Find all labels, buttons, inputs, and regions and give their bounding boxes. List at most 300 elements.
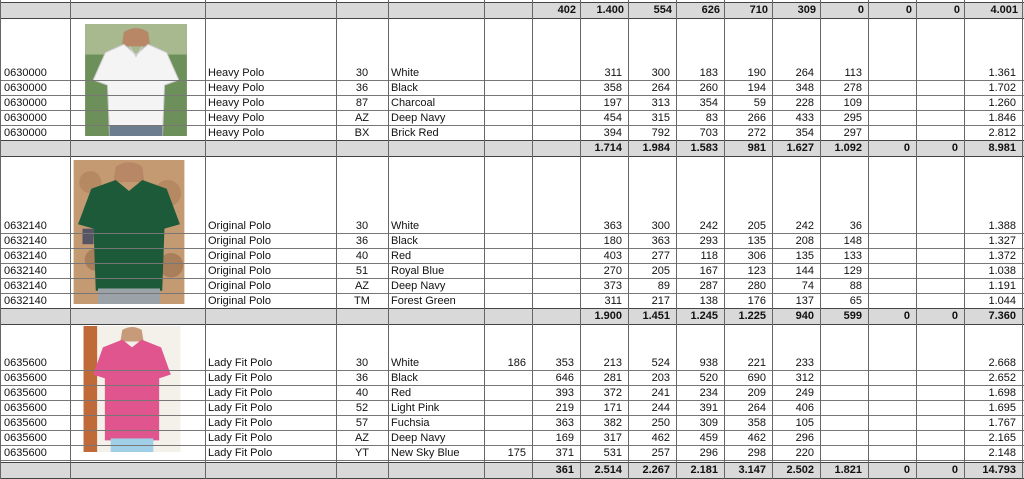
quantity-cell: [484, 234, 526, 248]
quantity-cell: 298: [747, 447, 766, 459]
quantity-cell: [820, 446, 862, 460]
quantity-cell: [484, 371, 526, 385]
quantity-cell: 792: [651, 127, 670, 139]
quantity-cell: 167: [699, 265, 718, 277]
quantity-cell: 148: [843, 235, 862, 247]
quantity-cell: 203: [651, 372, 670, 384]
quantity-cell: [868, 81, 910, 95]
quantity-cell: [484, 96, 526, 110]
quantity-cell: [532, 219, 574, 233]
quantity-cell: 233: [795, 357, 814, 369]
group-total-cell: 1.714: [594, 142, 622, 154]
quantity-cell: 1.191: [988, 280, 1016, 292]
quantity-cell: 169: [555, 432, 574, 444]
group-total-cell: 1.583: [690, 142, 718, 154]
quantity-cell: 135: [747, 235, 766, 247]
quantity-cell: [916, 234, 958, 248]
quantity-cell: 219: [555, 402, 574, 414]
quantity-cell: [484, 386, 526, 400]
quantity-cell: 59: [753, 97, 766, 109]
quantity-cell: 135: [795, 250, 814, 262]
quantity-cell: 462: [651, 432, 670, 444]
group-total-cell: 2.267: [642, 464, 670, 476]
quantity-cell: 171: [603, 402, 622, 414]
top-total-cell: 554: [653, 4, 672, 16]
quantity-cell: [820, 356, 862, 370]
product-name: Lady Fit Polo: [208, 432, 273, 444]
quantity-cell: [868, 219, 910, 233]
quantity-cell: 311: [604, 67, 622, 79]
group-total-cell: 981: [747, 142, 766, 154]
top-total-cell: 309: [797, 4, 816, 16]
quantity-cell: 1.038: [988, 265, 1016, 277]
quantity-cell: [868, 96, 910, 110]
quantity-cell: [868, 66, 910, 80]
quantity-cell: 257: [651, 447, 670, 459]
quantity-cell: 1.698: [988, 387, 1016, 399]
quantity-cell: 1.846: [988, 112, 1016, 124]
top-total-cell: 0: [953, 4, 960, 16]
group-total-cell: [532, 309, 574, 323]
product-name: Original Polo: [208, 295, 271, 307]
quantity-cell: [484, 126, 526, 140]
product-name: Original Polo: [208, 220, 271, 232]
quantity-cell: [868, 234, 910, 248]
quantity-cell: 228: [795, 97, 814, 109]
quantity-cell: [916, 81, 958, 95]
quantity-cell: 287: [699, 280, 718, 292]
quantity-cell: 348: [795, 82, 814, 94]
product-name: Original Polo: [208, 280, 271, 292]
product-name: Heavy Polo: [208, 82, 265, 94]
quantity-cell: 353: [555, 357, 574, 369]
top-total-cell: 626: [701, 4, 720, 16]
quantity-cell: 176: [747, 295, 766, 307]
quantity-cell: 382: [603, 417, 622, 429]
size-code: 51: [355, 265, 369, 277]
quantity-cell: [532, 111, 574, 125]
quantity-cell: 358: [747, 417, 766, 429]
grid-line: [0, 460, 1024, 461]
group-total-cell: 1.900: [594, 310, 622, 322]
size-code: TM: [354, 295, 370, 307]
quantity-cell: 260: [699, 82, 718, 94]
color-name: New Sky Blue: [391, 447, 460, 459]
group-total-cell: 1.984: [642, 142, 670, 154]
quantity-cell: 363: [603, 220, 622, 232]
quantity-cell: 690: [747, 372, 766, 384]
group-total-cell: 0: [951, 464, 958, 476]
pink-polo-photo: [82, 326, 182, 452]
quantity-cell: [484, 431, 526, 445]
quantity-cell: 109: [843, 97, 862, 109]
quantity-cell: 300: [651, 220, 670, 232]
size-code: 52: [355, 402, 369, 414]
size-code: YT: [354, 447, 370, 459]
grid-line: [336, 0, 337, 479]
quantity-cell: [916, 294, 958, 308]
size-code: AZ: [354, 112, 370, 124]
quantity-cell: 242: [699, 220, 718, 232]
quantity-cell: 309: [699, 417, 718, 429]
quantity-cell: [868, 294, 910, 308]
quantity-cell: 296: [795, 432, 814, 444]
article-code: 0630000: [4, 97, 47, 109]
grid-line: [772, 0, 773, 479]
color-name: Black: [391, 235, 418, 247]
quantity-cell: 123: [747, 265, 766, 277]
quantity-cell: 249: [795, 387, 814, 399]
quantity-cell: 137: [795, 295, 814, 307]
color-name: Deep Navy: [391, 112, 446, 124]
quantity-cell: 244: [651, 402, 670, 414]
quantity-cell: 313: [651, 97, 670, 109]
product-name: Heavy Polo: [208, 127, 265, 139]
quantity-cell: [484, 111, 526, 125]
quantity-cell: 1.260: [988, 97, 1016, 109]
quantity-cell: 1.361: [988, 67, 1016, 79]
top-total-cell: 0: [905, 4, 912, 16]
quantity-cell: 1.372: [988, 250, 1016, 262]
grid-line: [628, 0, 629, 479]
color-name: Forest Green: [391, 295, 456, 307]
quantity-cell: [916, 356, 958, 370]
quantity-cell: [916, 66, 958, 80]
quantity-cell: [868, 356, 910, 370]
quantity-cell: 646: [555, 372, 574, 384]
quantity-cell: 36: [849, 220, 862, 232]
quantity-cell: [484, 294, 526, 308]
group-total-cell: 0: [903, 310, 910, 322]
quantity-cell: [916, 446, 958, 460]
size-code: AZ: [354, 280, 370, 292]
quantity-cell: [916, 371, 958, 385]
quantity-cell: [916, 126, 958, 140]
quantity-cell: 2.652: [988, 372, 1016, 384]
quantity-cell: 234: [699, 387, 718, 399]
grid-line: [724, 0, 725, 479]
grid-line: [0, 2, 1024, 3]
quantity-cell: 296: [699, 447, 718, 459]
quantity-cell: 213: [603, 357, 622, 369]
quantity-cell: 186: [507, 357, 526, 369]
quantity-cell: 2.812: [988, 127, 1016, 139]
quantity-cell: [868, 249, 910, 263]
quantity-cell: 272: [747, 127, 766, 139]
color-name: Red: [391, 387, 412, 399]
quantity-cell: 1.044: [988, 295, 1016, 307]
grid-line: [868, 0, 869, 479]
quantity-cell: 242: [795, 220, 814, 232]
quantity-cell: 197: [603, 97, 622, 109]
color-name: Fuchsia: [391, 417, 430, 429]
article-code: 0635600: [4, 417, 47, 429]
quantity-cell: 703: [699, 127, 718, 139]
product-name: Heavy Polo: [208, 67, 265, 79]
quantity-cell: 205: [747, 220, 766, 232]
size-code: 87: [355, 97, 369, 109]
quantity-cell: 88: [849, 280, 862, 292]
group-total-cell: 0: [903, 464, 910, 476]
group-total-cell: 361: [555, 464, 574, 476]
quantity-cell: 306: [747, 250, 766, 262]
quantity-cell: 2.668: [988, 357, 1016, 369]
quantity-cell: 278: [843, 82, 862, 94]
quantity-cell: [916, 431, 958, 445]
quantity-cell: 372: [603, 387, 622, 399]
quantity-cell: 194: [747, 82, 766, 94]
product-name: Lady Fit Polo: [208, 447, 273, 459]
quantity-cell: 406: [795, 402, 814, 414]
quantity-cell: 144: [795, 265, 814, 277]
quantity-cell: 394: [603, 127, 622, 139]
article-code: 0635600: [4, 402, 47, 414]
quantity-cell: 281: [603, 372, 622, 384]
quantity-cell: [532, 249, 574, 263]
quantity-cell: 363: [651, 235, 670, 247]
quantity-cell: 354: [699, 97, 718, 109]
grid-line: [964, 0, 965, 479]
quantity-cell: 454: [603, 112, 622, 124]
quantity-cell: [916, 219, 958, 233]
quantity-cell: 297: [843, 127, 862, 139]
color-name: Royal Blue: [391, 265, 445, 277]
top-total-cell: 0: [857, 4, 864, 16]
group-total-cell: 1.821: [834, 464, 862, 476]
quantity-cell: [532, 126, 574, 140]
quantity-cell: 205: [651, 265, 670, 277]
quantity-cell: 270: [603, 265, 622, 277]
quantity-cell: [820, 416, 862, 430]
quantity-cell: [868, 446, 910, 460]
quantity-cell: 89: [657, 280, 670, 292]
quantity-cell: [484, 264, 526, 278]
group-total-cell: 0: [951, 310, 958, 322]
top-total-cell: 4.001: [990, 4, 1018, 16]
article-code: 0635600: [4, 357, 47, 369]
grid-line: [676, 0, 677, 479]
product-name: Heavy Polo: [208, 97, 265, 109]
quantity-cell: 311: [604, 295, 622, 307]
color-name: Brick Red: [391, 127, 439, 139]
quantity-cell: 300: [651, 67, 670, 79]
quantity-cell: [916, 386, 958, 400]
quantity-cell: 138: [699, 295, 718, 307]
quantity-cell: 1.327: [988, 235, 1016, 247]
quantity-cell: 2.148: [988, 447, 1016, 459]
quantity-cell: [532, 234, 574, 248]
size-code: 57: [355, 417, 369, 429]
quantity-cell: 520: [699, 372, 718, 384]
article-code: 0635600: [4, 372, 47, 384]
color-name: White: [391, 220, 420, 232]
quantity-cell: 293: [699, 235, 718, 247]
group-total-cell: 2.181: [690, 464, 718, 476]
quantity-cell: 209: [747, 387, 766, 399]
article-code: 0632140: [4, 250, 47, 262]
quantity-cell: [532, 279, 574, 293]
quantity-cell: 524: [651, 357, 670, 369]
quantity-cell: [532, 81, 574, 95]
quantity-cell: [868, 279, 910, 293]
article-code: 0632140: [4, 295, 47, 307]
quantity-cell: 459: [699, 432, 718, 444]
group-total-cell: 0: [951, 142, 958, 154]
group-total-cell: 940: [795, 310, 814, 322]
quantity-cell: 938: [699, 357, 718, 369]
grid-line: [0, 324, 1024, 325]
quantity-cell: [532, 294, 574, 308]
quantity-cell: 393: [555, 387, 574, 399]
article-code: 0630000: [4, 67, 47, 79]
quantity-cell: 1.388: [988, 220, 1016, 232]
grid-line: [388, 0, 389, 479]
product-name: Lady Fit Polo: [208, 357, 273, 369]
quantity-cell: [916, 96, 958, 110]
grid-line: [0, 0, 1, 479]
article-code: 0630000: [4, 112, 47, 124]
quantity-cell: 462: [747, 432, 766, 444]
quantity-cell: [532, 66, 574, 80]
quantity-cell: 264: [747, 402, 766, 414]
quantity-cell: [868, 431, 910, 445]
top-total-cell: 402: [557, 4, 576, 16]
quantity-cell: 277: [651, 250, 670, 262]
group-total-cell: 1.225: [738, 310, 766, 322]
quantity-cell: [916, 264, 958, 278]
quantity-cell: 190: [747, 67, 766, 79]
group-total-cell: 1.451: [642, 310, 670, 322]
quantity-cell: [820, 431, 862, 445]
size-code: 30: [355, 357, 369, 369]
quantity-cell: 217: [651, 295, 670, 307]
quantity-cell: [484, 401, 526, 415]
top-total-cell: 710: [749, 4, 768, 16]
article-code: 0630000: [4, 127, 47, 139]
grid-line: [0, 156, 1024, 157]
size-code: 36: [355, 235, 369, 247]
color-name: Deep Navy: [391, 280, 446, 292]
color-name: Black: [391, 82, 418, 94]
grid-line: [0, 18, 1024, 19]
quantity-cell: [820, 371, 862, 385]
grid-line: [916, 0, 917, 479]
quantity-cell: [484, 416, 526, 430]
quantity-cell: [868, 386, 910, 400]
color-name: Red: [391, 250, 412, 262]
article-code: 0632140: [4, 235, 47, 247]
quantity-cell: 133: [843, 250, 862, 262]
group-total-cell: 2.514: [594, 464, 622, 476]
quantity-cell: [484, 279, 526, 293]
quantity-cell: 105: [795, 417, 814, 429]
quantity-cell: 183: [699, 67, 718, 79]
quantity-cell: 371: [555, 447, 574, 459]
group-total-cell: 8.981: [988, 142, 1016, 154]
article-code: 0632140: [4, 265, 47, 277]
quantity-cell: 221: [747, 357, 766, 369]
quantity-cell: 531: [603, 447, 622, 459]
article-code: 0635600: [4, 387, 47, 399]
quantity-cell: 317: [603, 432, 622, 444]
quantity-cell: 264: [651, 82, 670, 94]
size-code: BX: [354, 127, 370, 139]
product-name: Original Polo: [208, 235, 271, 247]
grid-line: [532, 0, 533, 479]
quantity-cell: 354: [795, 127, 814, 139]
quantity-cell: 1.702: [988, 82, 1016, 94]
article-code: 0632140: [4, 220, 47, 232]
size-code: AZ: [354, 432, 370, 444]
quantity-cell: [868, 264, 910, 278]
group-total-cell: 599: [843, 310, 862, 322]
size-code: 30: [355, 67, 369, 79]
color-name: Charcoal: [391, 97, 436, 109]
quantity-cell: 403: [603, 250, 622, 262]
product-name: Original Polo: [208, 250, 271, 262]
quantity-cell: 220: [795, 447, 814, 459]
grid-line: [1022, 0, 1023, 479]
grid-line: [580, 0, 581, 479]
group-total-cell: [484, 463, 526, 477]
color-name: White: [391, 67, 420, 79]
grid-line: [484, 0, 485, 479]
quantity-cell: [916, 249, 958, 263]
group-total-cell: 14.793: [982, 464, 1016, 476]
product-name: Lady Fit Polo: [208, 417, 273, 429]
article-code: 0635600: [4, 432, 47, 444]
size-code: 40: [355, 250, 369, 262]
quantity-cell: [484, 66, 526, 80]
quantity-cell: 1.695: [988, 402, 1016, 414]
quantity-cell: 280: [747, 280, 766, 292]
group-total-cell: [532, 141, 574, 155]
product-name: Lady Fit Polo: [208, 402, 273, 414]
quantity-cell: 175: [507, 447, 526, 459]
size-code: 40: [355, 387, 369, 399]
size-code: 30: [355, 220, 369, 232]
quantity-cell: [868, 111, 910, 125]
quantity-cell: [484, 219, 526, 233]
quantity-cell: 2.165: [988, 432, 1016, 444]
quantity-cell: 264: [795, 67, 814, 79]
quantity-cell: 312: [795, 372, 814, 384]
quantity-cell: [916, 416, 958, 430]
color-name: Light Pink: [391, 402, 440, 414]
quantity-cell: 129: [843, 265, 862, 277]
quantity-cell: 433: [795, 112, 814, 124]
green-polo-photo: [72, 160, 186, 304]
quantity-cell: [868, 126, 910, 140]
quantity-cell: [484, 81, 526, 95]
color-name: Black: [391, 372, 418, 384]
quantity-cell: [916, 401, 958, 415]
quantity-cell: [868, 371, 910, 385]
product-name: Original Polo: [208, 265, 271, 277]
product-name: Lady Fit Polo: [208, 387, 273, 399]
quantity-cell: 241: [651, 387, 670, 399]
quantity-cell: [916, 111, 958, 125]
grid-line: [820, 0, 821, 479]
top-total-cell: 1.400: [596, 4, 624, 16]
quantity-cell: 113: [844, 67, 862, 79]
quantity-cell: [820, 386, 862, 400]
group-total-cell: 3.147: [738, 464, 766, 476]
quantity-cell: [868, 416, 910, 430]
article-code: 0635600: [4, 447, 47, 459]
quantity-cell: 295: [843, 112, 862, 124]
quantity-cell: [916, 279, 958, 293]
